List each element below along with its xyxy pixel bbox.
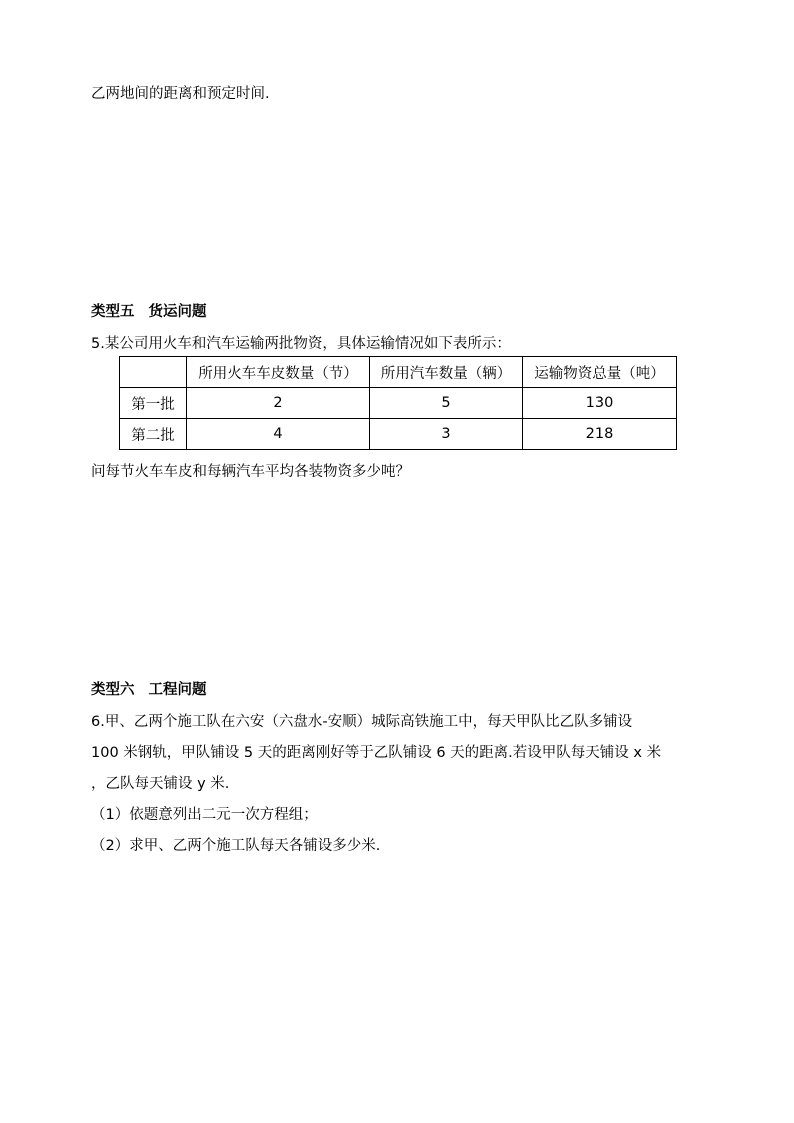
table-row <box>120 388 677 419</box>
table-header-cell <box>120 357 187 388</box>
transport-table <box>119 356 677 450</box>
table-header-cell: 运输物资总量（吨） <box>523 357 677 388</box>
table-cell: 5 <box>370 388 523 419</box>
problem-line: 6.甲、乙两个施工队在六安（六盘水-安顺）城际高铁施工中，每天甲队比乙队多铺设 <box>91 714 633 730</box>
table-header-row <box>120 357 677 388</box>
table-cell: 2 <box>187 388 370 419</box>
problem-line: 100 米钢轨，甲队铺设 5 天的距离刚好等于乙队铺设 6 天的距离.若设甲队每天铺设 x 米 <box>91 745 662 761</box>
section-title: 货运问题 <box>148 304 207 320</box>
table-row <box>120 419 677 450</box>
table-cell: 第一批 <box>120 388 187 419</box>
sub-question: （2）求甲、乙两个施工队每天各铺设多少米. <box>91 838 381 854</box>
section-label: 类型五 <box>91 304 135 320</box>
sub-question: （1）依题意列出二元一次方程组； <box>91 807 318 823</box>
table-header-cell: 所用汽车数量（辆） <box>370 357 523 388</box>
table-cell: 3 <box>370 419 523 450</box>
table-cell: 4 <box>187 419 370 450</box>
table-cell: 130 <box>523 388 677 419</box>
table-cell: 第二批 <box>120 419 187 450</box>
section-title: 工程问题 <box>148 682 207 698</box>
problem-statement: 5.某公司用火车和汽车运输两批物资，具体运输情况如下表所示： <box>91 336 511 352</box>
table-cell: 218 <box>523 419 677 450</box>
section-heading <box>91 678 207 699</box>
intro-line: 乙两地间的距离和预定时间. <box>91 86 270 102</box>
problem-line: ，乙队每天铺设 y 米. <box>91 776 230 792</box>
section-label: 类型六 <box>91 682 135 698</box>
question-line: 问每节火车车皮和每辆汽车平均各装物资多少吨？ <box>91 464 410 480</box>
table-header-cell: 所用火车车皮数量（节） <box>187 357 370 388</box>
section-heading <box>91 300 207 321</box>
